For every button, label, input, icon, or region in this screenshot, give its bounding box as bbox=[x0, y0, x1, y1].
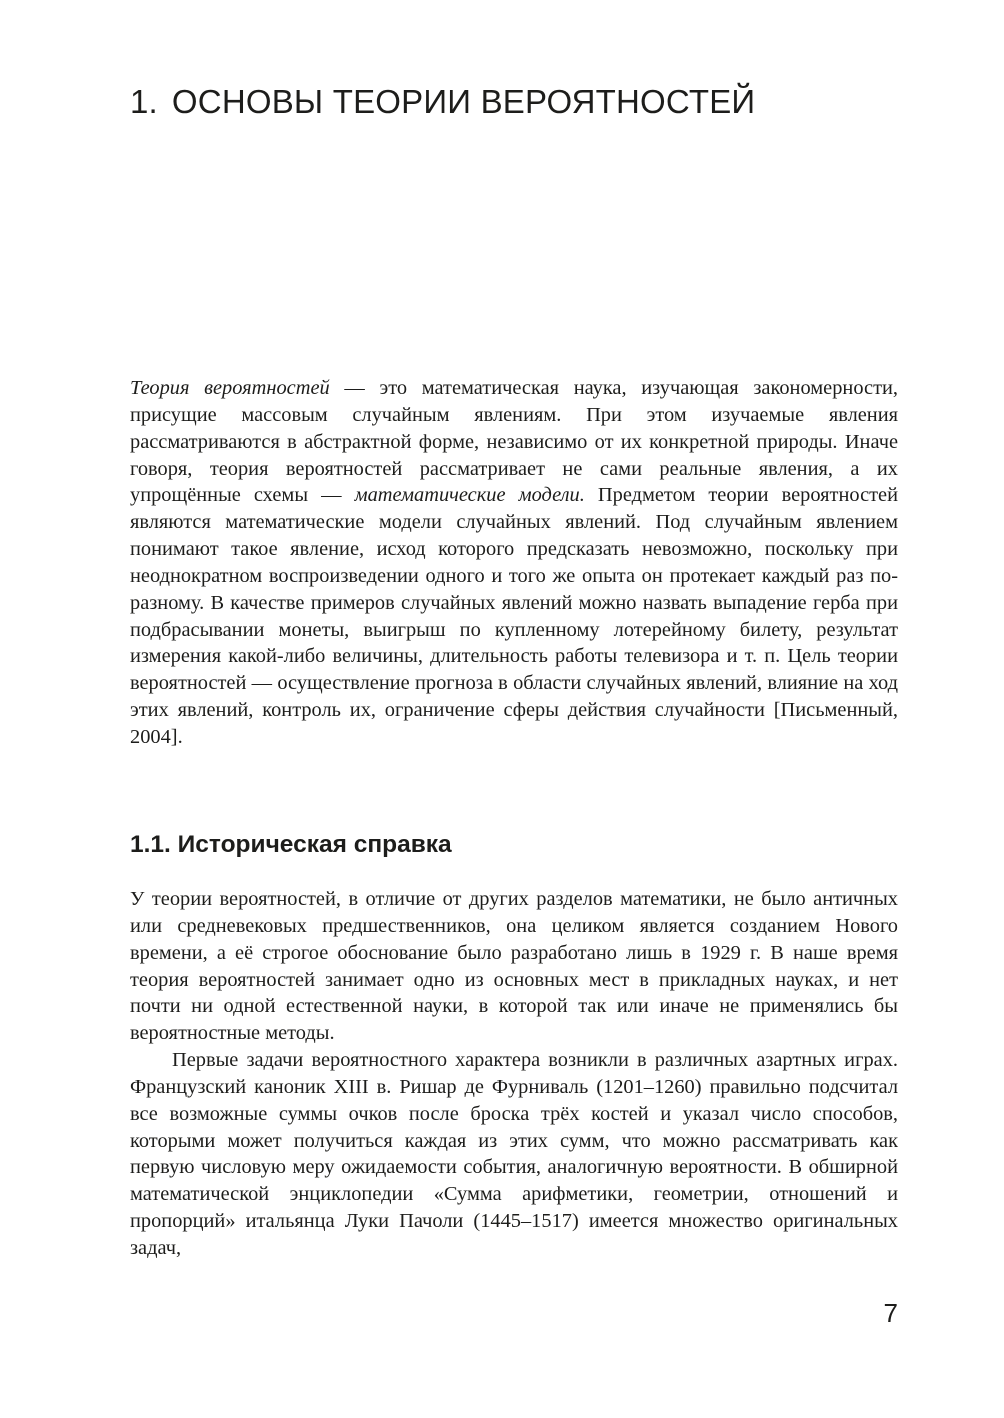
section-title: 1.1. Историческая справка bbox=[130, 831, 452, 858]
chapter-title bbox=[130, 80, 755, 124]
intro-term: Теория вероятностей bbox=[130, 377, 330, 399]
section-body bbox=[130, 886, 898, 1262]
intro-term-models: математические модели. bbox=[354, 484, 585, 507]
section-paragraph-1: У теории вероятностей, в отличие от других разделов математики, не было античных или средневековых предшественников, она целиком является созданием Нового времени, а её строгое обоснование было разработано лишь в 1929 г. В наше время теория вероятностей занимает одно из основных мест в прикладных науках, и нет почти ни одной естественной науки, в которой так или иначе не применялись бы вероятностные методы. bbox=[130, 888, 898, 1045]
section-paragraph-2: Первые задачи вероятностного характера возникли в различных азартных играх. Французский каноник XIII в. Ришар де Фурниваль (1201–1260) правильно подсчитал все возможные суммы очков после броска трёх костей и указал число способов, которыми может получиться каждая из этих сумм, что можно рассматривать как первую числовую меру ожидаемости события, аналогичную вероятности. В обширной математической энциклопедии «Сумма арифметики, геометрии, отношений и пропорций» итальянца Луки Пачоли (1445–1517) имеется множество оригинальных задач, bbox=[130, 1049, 898, 1259]
intro-text-1: — это математическая наука, изучающая закономерности, присущие массовым случайным явлениям. При этом изучаемые явления рассматриваются в абстрактной форме, независимо от их конкретной природы. Иначе говоря, теория вероятностей рассматривает не сами реальные явления, а их упрощённые схемы — bbox=[130, 377, 898, 507]
chapter-title-text: ОСНОВЫ ТЕОРИИ ВЕРОЯТНОСТЕЙ bbox=[171, 83, 756, 120]
intro-block bbox=[130, 375, 898, 751]
intro-paragraph bbox=[130, 375, 898, 751]
page-number: 7 bbox=[883, 1298, 898, 1328]
intro-text-2: Предметом теории вероятностей являются математические модели случайных явлений. Под случайным явлением понимают такое явление, исход которого предсказать невозможно, поскольку при неоднократном воспроизведении одного и того же опыта он протекает каждый раз по-разному. В качестве примеров случайных явлений можно назвать выпадение герба при подбрасывании монеты, выигрыш по купленному лотерейному билету, результат измерения какой-либо величины, длительность работы телевизора и т. п. Цель теории вероятностей — осуществление прогноза в области случайных явлений, влияние на ход этих явлений, контроль их, ограничение сферы действия случайности [Письменный, 2004]. bbox=[130, 484, 898, 748]
chapter-number: 1. bbox=[130, 83, 158, 120]
